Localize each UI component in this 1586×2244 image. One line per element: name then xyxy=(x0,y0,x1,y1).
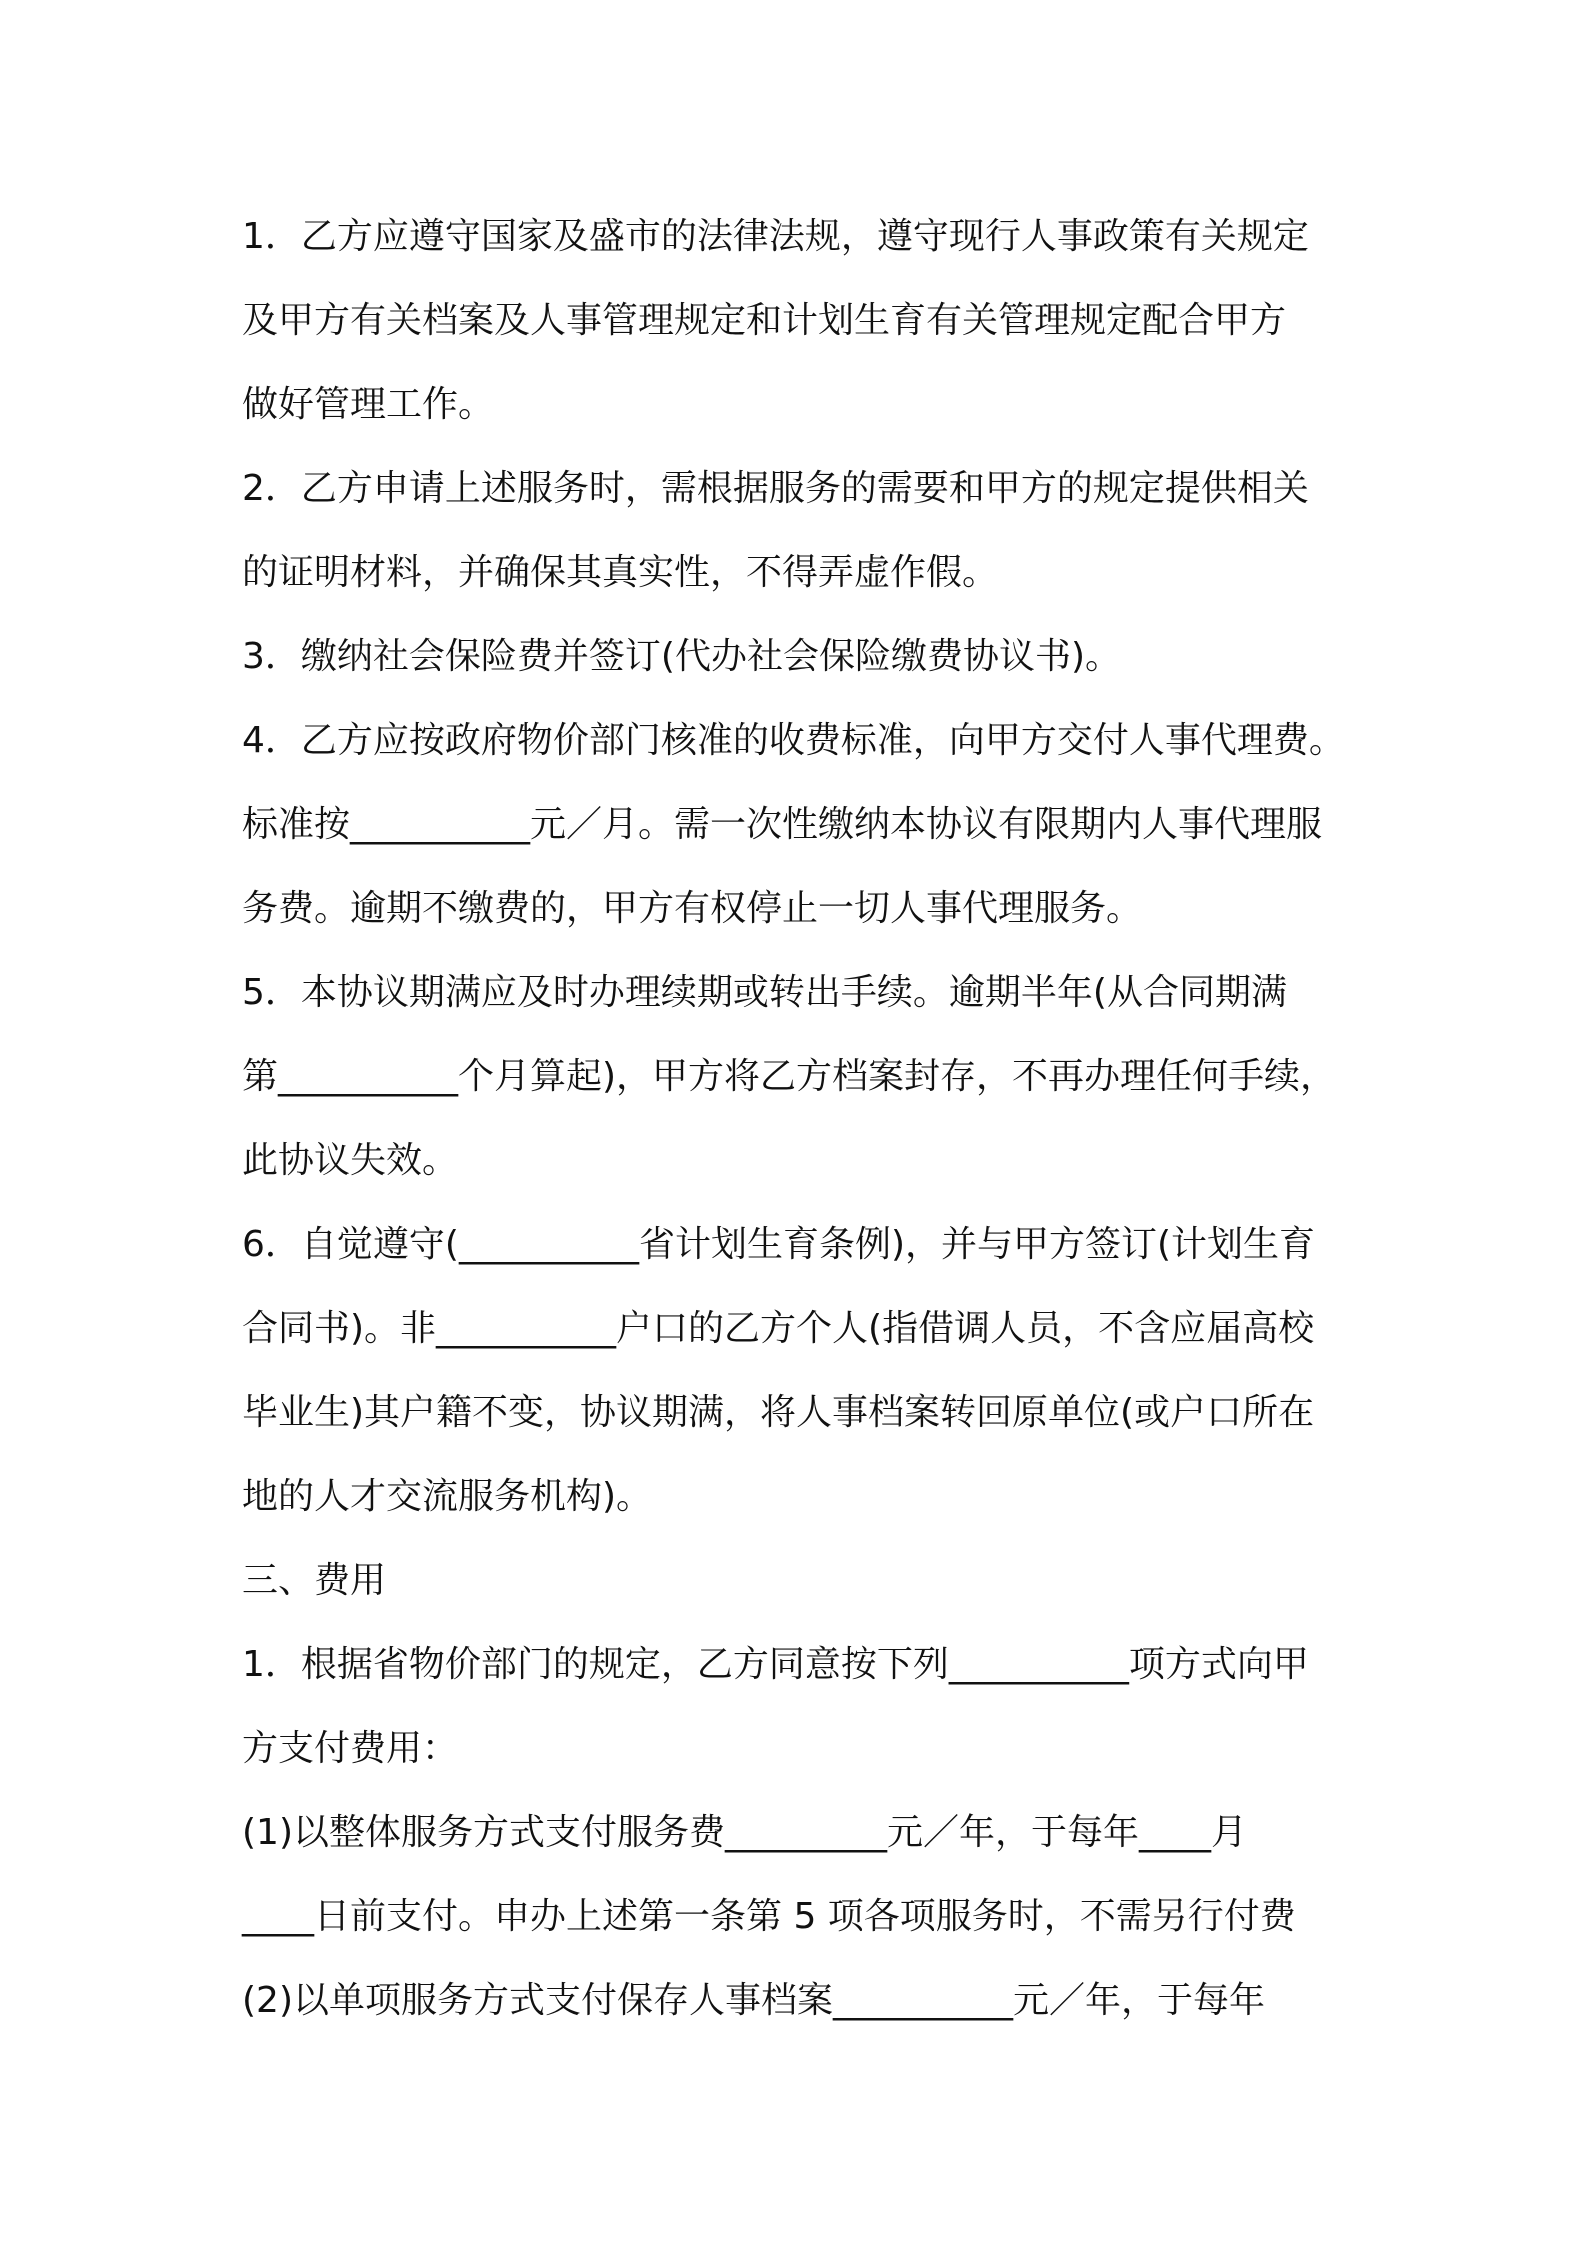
text-line: 4．乙方应按政府物价部门核准的收费标准，向甲方交付人事代理费。 xyxy=(242,720,1345,761)
text-line: 做好管理工作。 xyxy=(242,384,495,425)
text-line: 1．乙方应遵守国家及盛市的法律法规，遵守现行人事政策有关规定 xyxy=(242,216,1309,257)
text-line: 5．本协议期满应及时办理续期或转出手续。逾期半年(从合同期满 xyxy=(242,972,1287,1013)
text-line: 2．乙方申请上述服务时，需根据服务的需要和甲方的规定提供相关 xyxy=(242,468,1309,509)
text-line: 1．根据省物价部门的规定，乙方同意按下列__________项方式向甲 xyxy=(242,1644,1309,1685)
text-line: 6．自觉遵守(__________省计划生育条例)，并与甲方签订(计划生育 xyxy=(242,1224,1316,1265)
text-line: 地的人才交流服务机构)。 xyxy=(242,1476,653,1517)
text-line: 第__________个月算起)，甲方将乙方档案封存，不再办理任何手续， xyxy=(242,1056,1337,1097)
text-line: 的证明材料，并确保其真实性，不得弄虚作假。 xyxy=(242,552,999,593)
text-line: (2)以单项服务方式支付保存人事档案__________元／年，于每年 xyxy=(242,1980,1265,2021)
text-line: (1)以整体服务方式支付服务费_________元／年，于每年____月 xyxy=(242,1812,1247,1853)
document-body xyxy=(242,195,1372,2043)
text-line: 及甲方有关档案及人事管理规定和计划生育有关管理规定配合甲方 xyxy=(242,300,1287,341)
text-line: 毕业生)其户籍不变，协议期满，将人事档案转回原单位(或户口所在 xyxy=(242,1392,1315,1433)
text-line: ____日前支付。申办上述第一条第 5 项各项服务时，不需另行付费 xyxy=(242,1896,1296,1937)
text-line: 务费。逾期不缴费的，甲方有权停止一切人事代理服务。 xyxy=(242,888,1143,929)
text-line: 标准按__________元／月。需一次性缴纳本协议有限期内人事代理服 xyxy=(242,804,1323,845)
text-line: 方支付费用： xyxy=(242,1728,459,1769)
text-line: 3．缴纳社会保险费并签订(代办社会保险缴费协议书)。 xyxy=(242,636,1121,677)
text-line: 此协议失效。 xyxy=(242,1140,459,1181)
section-heading: 三、费用 xyxy=(242,1560,387,1601)
text-line: 合同书)。非__________户口的乙方个人(指借调人员，不含应届高校 xyxy=(242,1308,1315,1349)
